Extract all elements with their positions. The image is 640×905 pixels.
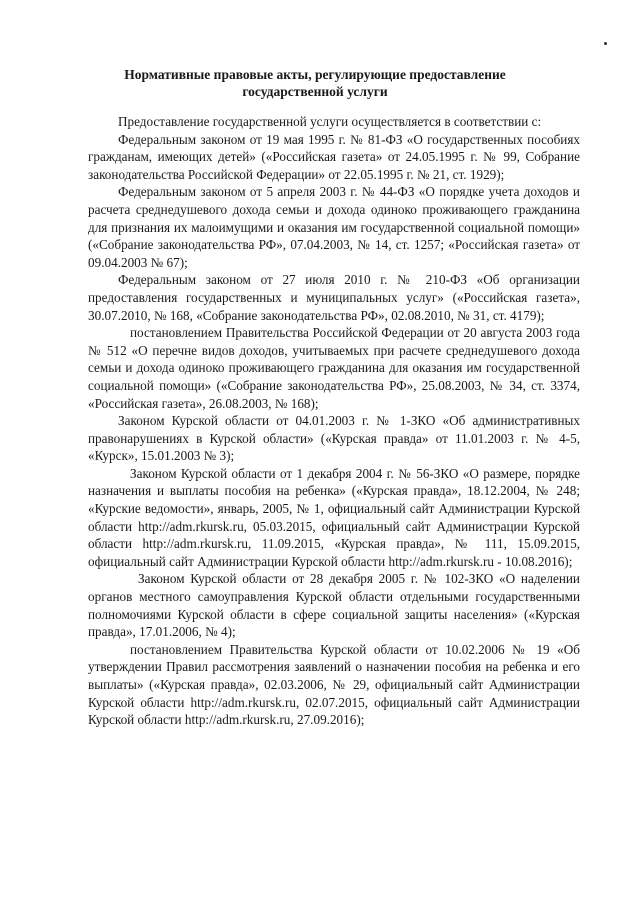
paragraph-fz-44: Федеральным законом от 5 апреля 2003 г. № 44-ФЗ «О порядке учета доходов и расчета среднедушевого дохода семьи и дохода одиноко проживающего гражданина для признания их малоимущими и оказания им государственной социальной помощи» («Собрание законодательства РФ», 07.04.2003, № 14, ст. 1257; «Российская газета» от 09.04.2003 № 67); [88,184,580,270]
paragraph-intro: Предоставление государственной услуги осуществляется в соответствии с: [118,114,542,129]
scan-speck [604,42,607,45]
paragraph-postanovlenie-512: постановлением Правительства Российской Федерации от 20 августа 2003 года № 512 «О перечне видов доходов, учитываемых при расчете среднедушевого дохода семьи и дохода одиноко проживающего гражданина для оказания им государственной социальной помощи» («Собрание законодательства РФ», 25.08.2003, № 34, ст. 3374, «Российская газета», 26.08.2003, № 168); [88,325,580,411]
paragraph-fz-81: Федеральным законом от 19 мая 1995 г. № 81-ФЗ «О государственных пособиях гражданам, имеющих детей» («Российская газета» от 24.05.1995 г. № 99, Собрание законодательства Российской Федерации» от 22.05.1995 г. № 21, ст. 1929); [88,131,580,182]
paragraph-zko-56: Законом Курской области от 1 декабря 2004 г. № 56-ЗКО «О размере, порядке назначения и выплаты пособия на ребенка» («Курская правда», 18.12.2004, № 248; «Курские ведомости», январь, 2005, № 1, официальный сайт Администрации Курской области http://adm.rkursk.ru, 05.03.2015, официальный сайт Администрации Курской области http://adm.rkursk.ru, 11.09.2015, «Курская правда», № 111, 15.09.2015, официальный сайт Администрации Курской области http://adm.rkursk.ru - 10.08.2016); [88,465,580,569]
title-line-2: государственной услуги [242,84,388,99]
paragraph-fz-210: Федеральным законом от 27 июля 2010 г. № 210-ФЗ «Об организации предоставления государственных и муниципальных услуг» («Российская газета», 30.07.2010, № 168, «Собрание законодательства РФ», 02.08.2010, № 31, ст. 4179); [88,272,580,323]
paragraph-zko-1: Законом Курской области от 04.01.2003 г. № 1-ЗКО «Об административных правонарушениях в Курской области» («Курская правда» от 11.01.2003 г. № 4-5, «Курск», 15.01.2003 № 3); [88,413,580,464]
document-title [80,66,550,100]
title-line-1: Нормативные правовые акты, регулирующие предоставление [124,67,506,82]
paragraph-postanovlenie-19: постановлением Правительства Курской области от 10.02.2006 № 19 «Об утверждении Правил рассмотрения заявлений о назначении пособия на ребенка и его выплаты» («Курская правда», 02.03.2006, № 29, официальный сайт Администрации Курской области http://adm.rkursk.ru, 02.07.2015, официальный сайт Администрации Курской области http://adm.rkursk.ru, 27.09.2016); [88,641,580,728]
paragraph-zko-102: Законом Курской области от 28 декабря 2005 г. № 102-ЗКО «О наделении органов местного самоуправления Курской области отдельными государственными полномочиями Курской области в сфере социальной защиты населения» («Курская правда», 17.01.2006, № 4); [88,571,580,640]
document-body [88,113,580,729]
